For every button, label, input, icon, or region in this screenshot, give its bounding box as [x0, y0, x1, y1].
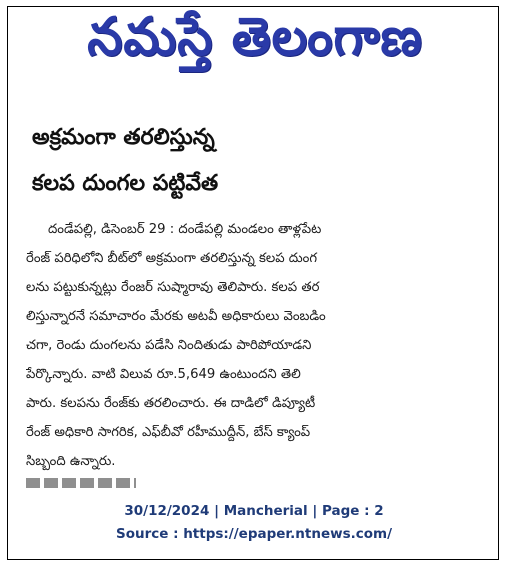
- footer-source: Source : https://epaper.ntnews.com/: [115, 526, 393, 542]
- body-line: సిబ్బంది ఉన్నారు.: [26, 454, 116, 469]
- body-line: లిస్తున్నారనే సమాచారం మేరకు అటవీ అధికారులు వెంబడిం: [26, 309, 326, 324]
- headline-line-1: అక్రమంగా తరలిస్తున్న: [32, 125, 215, 150]
- news-clipping: [26, 115, 482, 485]
- cut-off-next-headline: [26, 478, 136, 488]
- body-line: దండేపల్లి, డిసెంబర్ 29 : దండేపల్లి మండలం తాళ్లపేట: [48, 222, 322, 237]
- body-line: రేంజ్ పరిధిలోని బీట్‌లో అక్రమంగా తరలిస్తున్న కలప దుంగ: [26, 251, 318, 266]
- masthead-title: నమస్తే తెలంగాణ: [87, 5, 423, 67]
- body-line: పేర్కొన్నారు. వాటి విలువ రూ.5,649 ఉంటుందని తెలి: [26, 367, 301, 382]
- body-line: లను పట్టుకున్నట్లు రేంజర్ సుష్మారావు తెలిపారు. కలప తర: [26, 280, 320, 295]
- body-line: రేంజ్ అధికారి సాగరిక, ఎఫ్‌బీవో రహీముద్దీన్, బేస్ క్యాంప్: [26, 425, 311, 440]
- footer-date-edition: 30/12/2024 | Mancherial | Page : 2: [124, 503, 384, 519]
- newspaper-masthead: [20, 5, 490, 78]
- article-body: [26, 215, 482, 476]
- body-line: పారు. కలపను రేంజ్‌కు తరలించారు. ఈ దాడిలో డిప్యూటీ: [26, 396, 316, 411]
- headline-line-2: కలప దుంగల పట్టివేత: [32, 171, 219, 196]
- body-line: చగా, రెండు దుంగలను పడేసి నిందితుడు పారిపోయాడని: [26, 338, 312, 353]
